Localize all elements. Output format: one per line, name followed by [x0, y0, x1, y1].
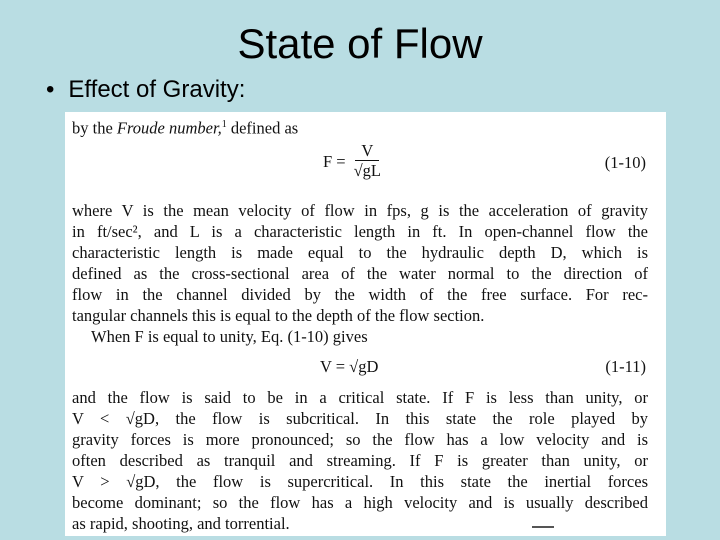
paragraph-line: tangular channels this is equal to the depth of the flow section.	[72, 306, 485, 325]
bullet-text: Effect of Gravity:	[68, 76, 246, 103]
textbook-excerpt-image	[65, 112, 666, 536]
paragraph-line: V < √gD, the flow is subcritical. In this state the role played by	[72, 409, 648, 428]
paragraph-line: often described as tranquil and streaming. If F is greater than unity, or	[72, 451, 648, 470]
intro-line: by the Froude number,$^1$ defined as	[72, 118, 299, 138]
paragraph-line: become dominant; so the flow has a high velocity and is usually described	[72, 493, 648, 512]
slide-title: State of Flow	[237, 20, 483, 67]
paragraph-line: gravity forces is more pronounced; so the flow has a low velocity and is	[72, 430, 648, 449]
scan-artifact-mark	[532, 526, 554, 528]
paragraph-line: defined as the cross-sectional area of the water normal to the direction of	[72, 264, 648, 283]
paragraph-line: V > √gD, the flow is supercritical. In this state the inertial forces	[72, 472, 648, 491]
paragraph-line: and the flow is said to be in a critical state. If F is less than unity, or	[72, 388, 648, 407]
paragraph-line: as rapid, shooting, and torrential.	[72, 514, 290, 533]
paragraph-line: characteristic length is made equal to the hydraulic depth D, which is	[72, 243, 648, 262]
paragraph-line: in ft/sec², and L is a characteristic length in ft. In open-channel flow the	[72, 222, 648, 241]
paragraph-line: flow in the channel divided by the width of the free surface. For rec-	[72, 285, 648, 304]
critical-depth-equation: V = √gD	[320, 357, 379, 376]
paragraph-line: where V is the mean velocity of flow in fps, g is the acceleration of gravity	[72, 201, 648, 220]
froude-term: Froude number,	[116, 118, 222, 138]
froude-equation: F = $\frac{V}{√gL}$	[323, 141, 381, 180]
bullet-dot: •	[46, 76, 55, 103]
equation-number-1-10: (1-10)	[604, 153, 646, 172]
eq-denominator: √gL	[353, 161, 381, 180]
paragraph-line: When F is equal to unity, Eq. (1-10) gives	[91, 327, 368, 346]
bullet-item	[46, 76, 245, 104]
eq-numerator: V	[355, 142, 379, 161]
footnote-mark: 1	[221, 119, 227, 130]
equation-number-1-11: (1-11)	[605, 357, 646, 376]
